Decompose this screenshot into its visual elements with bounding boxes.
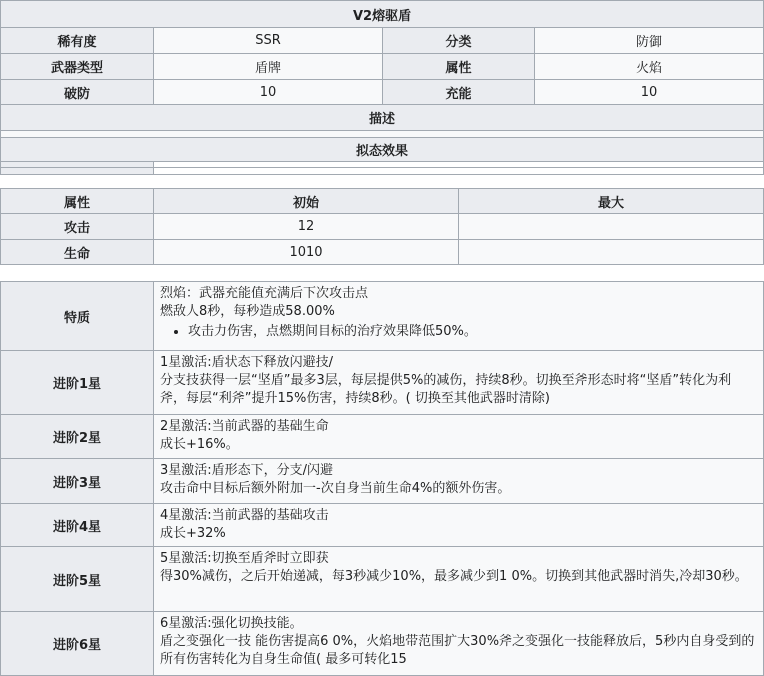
- stat-initial: 12: [154, 214, 459, 240]
- rarity-value: SSR: [154, 28, 383, 54]
- charge-label: 充能: [383, 80, 535, 105]
- effect-line: 攻击命中目标后额外附加一-次自身当前生命4%的额外伤害。: [160, 481, 511, 496]
- description-header: 描述: [1, 105, 764, 131]
- star-4-effect: [154, 504, 764, 547]
- star-6-label: 进阶6星: [1, 612, 154, 676]
- mimic-row-label: [1, 168, 154, 175]
- effect-line: 盾之变强化一技 能伤害提高6 0%，火焰地带范围扩大30%斧之变强化一技能释放后，5秒内自身受到的所有伤害转化为自身生命值( 最多可转化15: [160, 634, 755, 667]
- trait-bullet: • 攻击力伤害，点燃期间目标的治疗效果降低50%。: [188, 323, 757, 341]
- effect-line: 6星激活:强化切换技能。: [160, 616, 303, 631]
- star-4-label: 进阶4星: [1, 504, 154, 547]
- effect-line: 3星激活:盾形态下，分支/闪避: [160, 463, 334, 478]
- category-value: 防御: [535, 28, 764, 54]
- weapon-type-label: 武器类型: [1, 54, 154, 80]
- star-1-effect: [154, 351, 764, 415]
- stat-name: 攻击: [1, 214, 154, 240]
- mimic-row-value: [154, 168, 764, 175]
- star-2-label: 进阶2星: [1, 415, 154, 459]
- shatter-value: 10: [154, 80, 383, 105]
- trait-label: 特质: [1, 282, 154, 351]
- effect-line: 2星激活:当前武器的基础生命: [160, 419, 329, 434]
- stats-header-initial: 初始: [154, 189, 459, 214]
- effect-line: 5星激活:切换至盾斧时立即获: [160, 551, 329, 566]
- category-label: 分类: [383, 28, 535, 54]
- star-6-effect: [154, 612, 764, 676]
- effect-line: 得30%减伤，之后开始递减，每3秒减少10%，最多减少到1 0%。切换到其他武器时消失,冷却30秒。: [160, 569, 748, 584]
- charge-value: 10: [535, 80, 764, 105]
- stats-header-attribute: 属性: [1, 189, 154, 214]
- effect-line: 分支技获得一层“坚盾”最多3层，每层提供5%的减伤，持续8秒。切换至斧形态时将“坚盾”转化为利斧，每层“利斧”提升15%伤害，持续8秒。( 切换至其他武器时清除): [160, 373, 732, 406]
- stats-table: [0, 188, 764, 265]
- element-value: 火焰: [535, 54, 764, 80]
- trait-line: 燃敌人8秒，每秒造成58.00%: [160, 304, 335, 319]
- weapon-info-table: [0, 0, 764, 175]
- star-5-label: 进阶5星: [1, 547, 154, 612]
- star-5-effect: [154, 547, 764, 612]
- element-label: 属性: [383, 54, 535, 80]
- star-1-label: 进阶1星: [1, 351, 154, 415]
- stat-name: 生命: [1, 240, 154, 265]
- effect-line: 1星激活:盾状态下释放闪避技/: [160, 355, 334, 370]
- star-2-effect: [154, 415, 764, 459]
- rarity-label: 稀有度: [1, 28, 154, 54]
- shatter-label: 破防: [1, 80, 154, 105]
- stat-initial: 1010: [154, 240, 459, 265]
- trait-cell: [154, 282, 764, 351]
- stat-max: [459, 214, 764, 240]
- weapon-type-value: 盾牌: [154, 54, 383, 80]
- star-3-effect: [154, 459, 764, 504]
- stats-header-max: 最大: [459, 189, 764, 214]
- effect-line: 4星激活:当前武器的基础攻击: [160, 508, 329, 523]
- effect-line: 成长+16%。: [160, 437, 239, 452]
- description-cell: [1, 131, 764, 138]
- mimic-effect-header: 拟态效果: [1, 138, 764, 162]
- trait-line: 烈焰：武器充能值充满后下次攻击点: [160, 286, 369, 301]
- effect-line: 成长+32%: [160, 526, 226, 541]
- star-3-label: 进阶3星: [1, 459, 154, 504]
- weapon-title: V2熔驱盾: [1, 1, 764, 28]
- effects-table: [0, 281, 764, 676]
- stat-max: [459, 240, 764, 265]
